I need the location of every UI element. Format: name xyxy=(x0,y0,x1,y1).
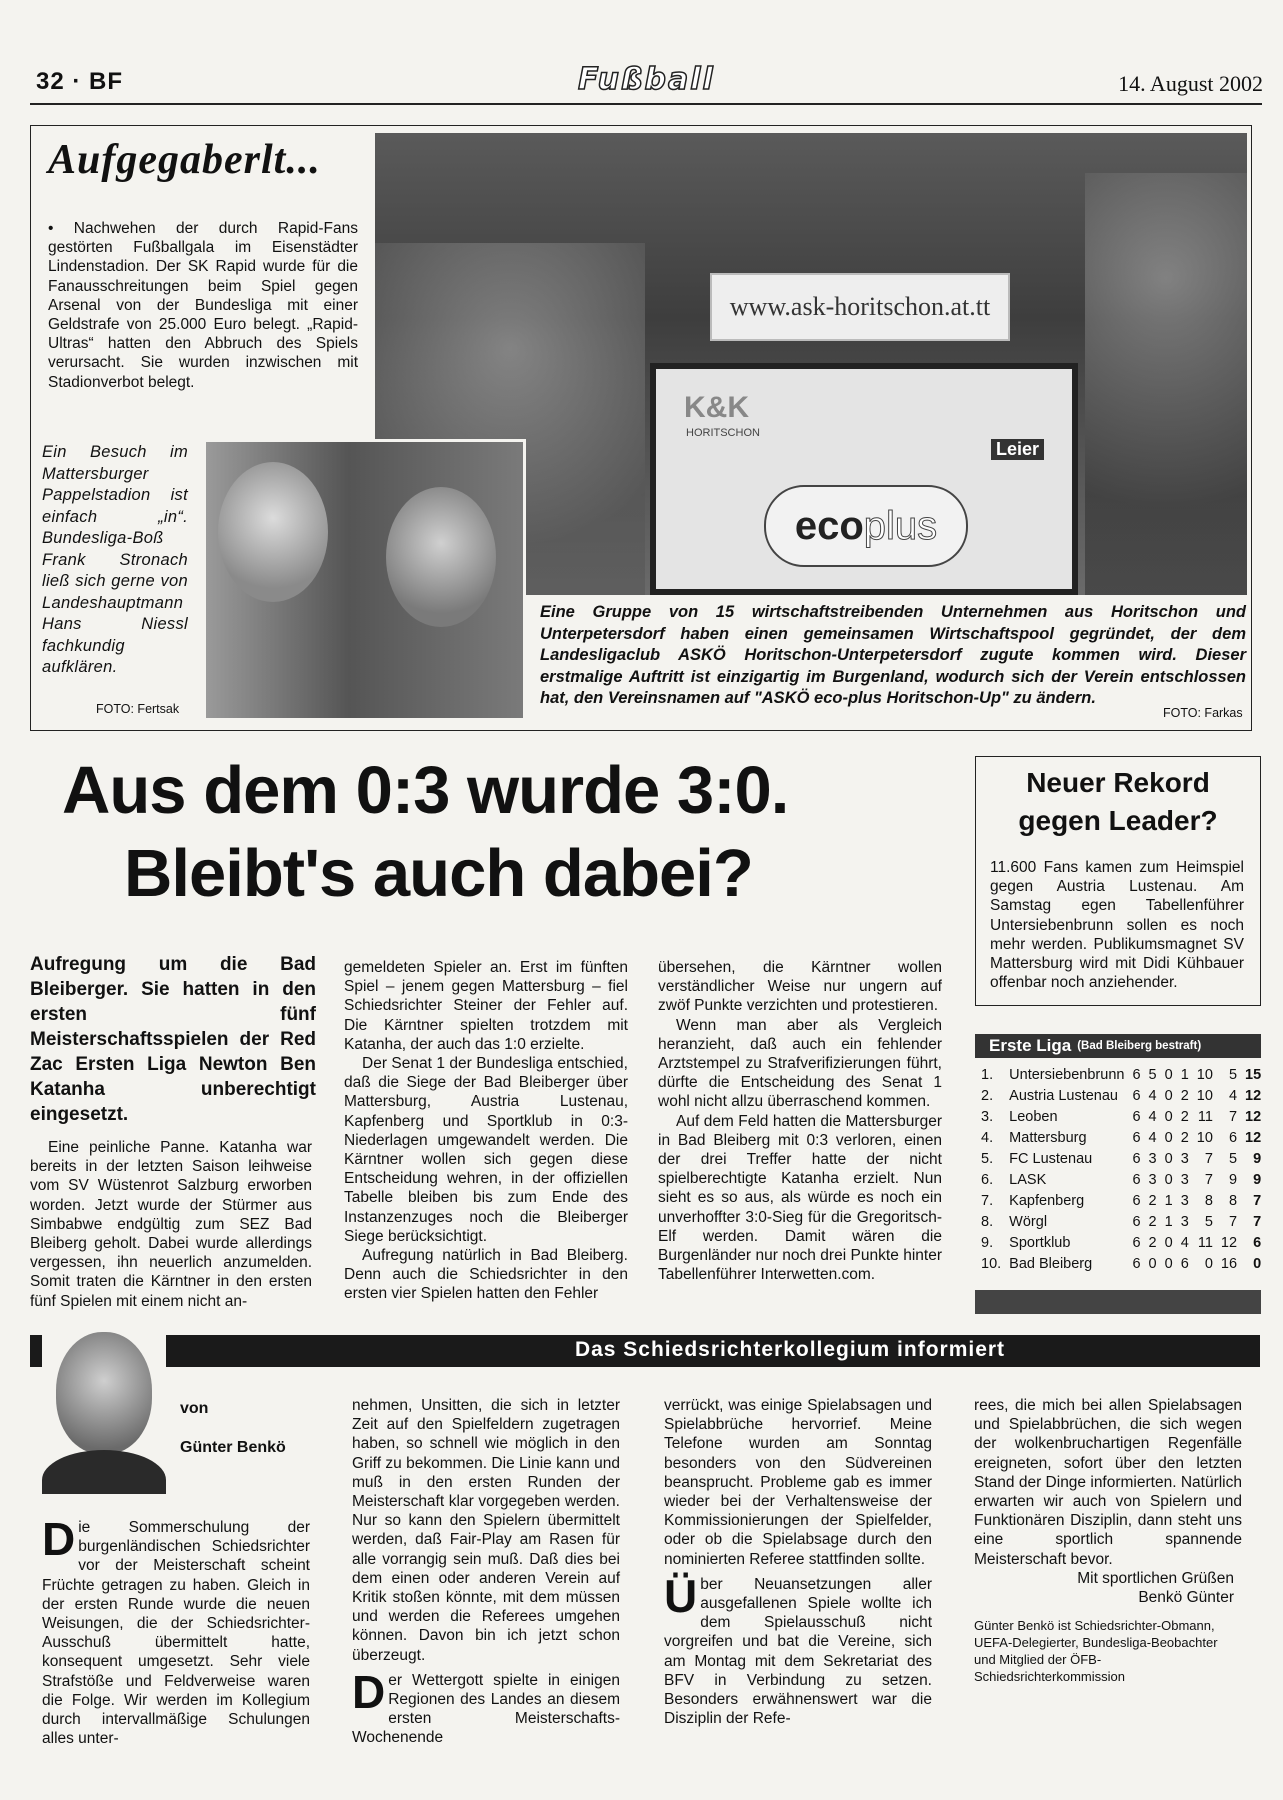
author-head xyxy=(56,1332,152,1454)
table-cell-u: 1 xyxy=(1164,1192,1173,1209)
table-cell-n: 2 xyxy=(1180,1108,1189,1125)
table-cell-gf: 10 xyxy=(1196,1129,1213,1146)
table-cell-n: 2 xyxy=(1180,1129,1189,1146)
article-col2-p3: Aufregung natürlich in Bad Bleiberg. Denn auch die Schiedsrichter in den ersten vier Spielen hatten den Fehler xyxy=(344,1247,628,1303)
table-cell-u: 0 xyxy=(1164,1234,1173,1251)
article-col1: Eine peinliche Panne. Katanha war bereits in der letzten Saison leihweise vom SV Wüstenrot Salzburg erworben worden. Jetzt wurde der Stürmer aus Simbabwe endgültig zum SEZ Bad Bleiberg geholt. Dabei wurde allerdings vergessen, ihn neuerlich anzumelden. Somit traten die Kärntner in den ersten fünf Spielen mit einem nicht an- xyxy=(30,1139,312,1310)
table-cell-n: 3 xyxy=(1180,1171,1189,1188)
plus-text: plus xyxy=(863,503,938,548)
dropcap-3: Ü xyxy=(664,1569,698,1622)
table-cell-u: 0 xyxy=(1164,1171,1173,1188)
referee-col3-p1: verrückt, was einige Spielabsagen und Spielabbrüche hervorrief. Meine Telefone wurden am Sonntag besonders von den Südvereinen beansprucht. Probleme gab es immer wieder bei der Verhaltensweise der Kommissionierungen der Spielfelder, oder ob die Spielabsage durch den nominierten Referee stattfinden sollte. xyxy=(664,1397,932,1568)
article-col2 xyxy=(344,958,628,1304)
table-cell-sp: 6 xyxy=(1132,1108,1141,1125)
table-cell-u: 0 xyxy=(1164,1108,1173,1125)
rekord-title-1: Neuer Rekord xyxy=(1026,767,1210,798)
table-footer-bar xyxy=(975,1290,1261,1314)
referee-col2-p1: nehmen, Unsitten, die sich in letzter Zeit auf den Spielfeldern zugetragen haben, so schnell wie möglich in den Griff zu bekommen. Die Linie kann und muß in den ersten Runden der Meisterschaft klar vorgegeben werden. Nur so kann den Spielern übermittelt werden, daß Fair-Play am Rasen für alle vorrangig sein muß. Daß dies bei dem einen oder anderen Verein auf Kritik stoßen könnte, mit dem müssen und werden die Referees umgehen können. Davon bin ich jetzt schon überzeugt. xyxy=(352,1397,620,1664)
article-col3 xyxy=(658,958,942,1284)
banner xyxy=(710,273,1010,341)
referee-greeting-2: Benkö Günter xyxy=(1138,1589,1234,1607)
table-cell-s: 0 xyxy=(1148,1255,1157,1272)
table-cell-team: Bad Bleiberg xyxy=(1009,1255,1093,1272)
table-cell-gf: 0 xyxy=(1204,1255,1213,1272)
section-title: Fußball xyxy=(578,62,715,97)
referee-bar-title: Das Schiedsrichterkollegium informiert xyxy=(574,1338,1006,1361)
table-cell-pts: 12 xyxy=(1245,1108,1262,1125)
author-name: Günter Benkö xyxy=(180,1439,286,1456)
sponsor-board xyxy=(650,363,1078,595)
foto-credit-farkas: FOTO: Farkas xyxy=(1163,706,1243,720)
referee-greeting-1: Mit sportlichen Grüßen xyxy=(1077,1569,1234,1587)
table-cell-sp: 6 xyxy=(1132,1066,1141,1083)
table-cell-pts: 15 xyxy=(1245,1066,1262,1083)
table-cell-gf: 11 xyxy=(1197,1234,1213,1251)
table-cell-team: Sportklub xyxy=(1009,1234,1071,1251)
referee-col2-p2-text: er Wettergott spielte in einigen Regionen des Landes an diesem ersten Meisterschafts-Wochenende xyxy=(352,1671,620,1747)
table-cell-n: 2 xyxy=(1180,1087,1189,1104)
table-cell-ga: 12 xyxy=(1220,1234,1238,1251)
table-cell-ga: 6 xyxy=(1228,1129,1238,1146)
referee-col3-p2 xyxy=(664,1569,932,1729)
author-von: von xyxy=(180,1400,209,1417)
referee-col3 xyxy=(664,1396,932,1728)
table-cell-team: Untersiebenbrunn xyxy=(1009,1066,1125,1083)
table-cell-ga: 5 xyxy=(1228,1150,1238,1167)
aufgegabelt-title: Aufgegaberlt... xyxy=(48,137,321,183)
article-lead: Aufregung um die Bad Bleiberger. Sie hatten in den ersten fünf Meisterschaftsspielen der Red Zac Ersten Liga Newton Ben Katanha unberechtigt eingesetzt. xyxy=(30,954,316,1125)
stronach-photo xyxy=(206,439,526,718)
visit-caption: Ein Besuch im Mattersburger Pappelstadion ist einfach „in“. Bundesliga-Boß Frank Stronach ließ sich gerne von Landeshauptmann Hans Niessl fachkundig aufklären. xyxy=(42,443,188,676)
table-cell-s: 3 xyxy=(1148,1150,1157,1167)
referee-col2 xyxy=(352,1396,620,1748)
article-col2-p2: Der Senat 1 der Bundesliga entschied, daß die Siege der Bad Bleiberger über Mattersburg, Austria Lustenau, Kapfenberg und Sportklub in 0:3-Niederlagen umgewandelt werden. Die Kärntner wollen sich gegen diese Entscheidung wehren, in der offiziellen Tabelle bleiben bis zum Ende des Instanzenzuges noch die Bleiberger Siege berücksichtigt. xyxy=(344,1055,628,1245)
table-cell-sp: 6 xyxy=(1132,1150,1141,1167)
table-cell-pts: 7 xyxy=(1253,1192,1262,1209)
table-cell-u: 0 xyxy=(1164,1255,1173,1272)
league-table xyxy=(977,1064,1263,1274)
table-cell-rank: 5. xyxy=(981,1150,994,1167)
table-cell-gf: 10 xyxy=(1196,1087,1213,1104)
table-cell-sp: 6 xyxy=(1132,1129,1141,1146)
table-cell-rank: 8. xyxy=(981,1213,994,1230)
author-shoulders xyxy=(42,1450,166,1494)
rekord-title-2: gegen Leader? xyxy=(1018,805,1218,836)
header-rule xyxy=(30,103,1262,105)
referee-col1 xyxy=(42,1513,310,1748)
article-col3-p3: Auf dem Feld hatten die Mattersburger in Bad Bleiberg mit 0:3 verloren, einen der drei Treffer hatte der nicht spielberechtigte Katanha erzielt. Nun sieht es so aus, als würde es noch ein unverhoffter 3:0-Sieg für die Gregoritsch-Elf werden. Damit wären die Burgenländer nur noch drei Punkte hinter Tabellenführer Interwetten.com. xyxy=(658,1112,942,1284)
author-photo xyxy=(42,1318,166,1494)
table-row xyxy=(977,1190,1265,1211)
article-col2-p1: gemeldeten Spieler an. Erst im fünften Spiel – jenem gegen Mattersburg – fiel Schiedsrichter Steiner der Fehler auf. Die Kärntner spielten trotzdem mit Katanha, der auch das 1:0 erzielte. xyxy=(344,959,628,1053)
table-cell-sp: 6 xyxy=(1132,1234,1141,1251)
table-cell-s: 4 xyxy=(1148,1108,1157,1125)
table-cell-ga: 5 xyxy=(1228,1066,1238,1083)
table-cell-gf: 10 xyxy=(1196,1066,1213,1083)
issue-date: 14. August 2002 xyxy=(1118,71,1263,96)
headline-line2: Bleibt's auch dabei? xyxy=(124,836,753,911)
table-cell-n: 6 xyxy=(1180,1255,1189,1272)
sponsor-kk: K&K xyxy=(684,391,749,424)
table-cell-sp: 6 xyxy=(1132,1255,1141,1272)
dropcap-1: D xyxy=(42,1513,76,1565)
referee-col3-p2-text: ber Neuansetzungen aller ausgefallenen Spiele wollte ich dem Spielausschuß nicht vorgreifen und bat die Vereine, sich am Montag mit dem Sekretariat des BFV in Verbindung zu setzen. Besonders erwähnenswert war die Disziplin der Refe- xyxy=(664,1575,932,1728)
page-number: 32 · BF xyxy=(36,68,124,95)
person-left xyxy=(218,462,328,602)
table-cell-u: 0 xyxy=(1164,1066,1173,1083)
table-cell-rank: 10. xyxy=(981,1255,1002,1272)
table-cell-pts: 12 xyxy=(1245,1087,1262,1104)
table-cell-team: Austria Lustenau xyxy=(1009,1087,1118,1104)
table-cell-s: 3 xyxy=(1148,1171,1157,1188)
table-cell-gf: 8 xyxy=(1204,1192,1213,1209)
table-cell-u: 0 xyxy=(1164,1150,1173,1167)
group-caption: Eine Gruppe von 15 wirtschaftstreibenden Unternehmen aus Horitschon und Unterpetersdorf haben einen gemeinsamen Wirtschaftspool gegründet, der dem Landesligaclub ASKÖ Horitschon-Unterpetersdorf zugute kommen wird. Dieser erstmalige Auftritt ist einzigartig im Burgenland, wodurch sich der Verein entschlossen hat, den Vereinsnamen auf "ASKÖ eco-plus Horitschon-Up" zu ändern. xyxy=(540,603,1246,707)
headline-line1: Aus dem 0:3 wurde 3:0. xyxy=(62,753,789,828)
table-cell-pts: 0 xyxy=(1253,1255,1262,1272)
sponsor-kk-sub: HORITSCHON xyxy=(686,427,760,439)
table-cell-rank: 3. xyxy=(981,1108,994,1125)
table-cell-ga: 9 xyxy=(1228,1171,1238,1188)
banner-url: www.ask-horitschon.at.tt xyxy=(729,292,991,321)
table-cell-u: 1 xyxy=(1164,1213,1173,1230)
table-cell-team: Leoben xyxy=(1009,1108,1058,1125)
table-cell-s: 2 xyxy=(1148,1192,1157,1209)
table-cell-rank: 4. xyxy=(981,1129,994,1146)
dropcap-2: D xyxy=(352,1665,386,1718)
table-cell-team: Kapfenberg xyxy=(1009,1192,1085,1209)
table-cell-ga: 8 xyxy=(1228,1192,1238,1209)
eco-text: eco xyxy=(794,503,864,548)
table-cell-rank: 9. xyxy=(981,1234,994,1251)
table-cell-u: 0 xyxy=(1164,1129,1173,1146)
table-cell-rank: 7. xyxy=(981,1192,994,1209)
referee-col2-p2 xyxy=(352,1665,620,1748)
table-cell-rank: 6. xyxy=(981,1171,994,1188)
table-cell-gf: 7 xyxy=(1204,1171,1213,1188)
referee-bio: Günter Benkö ist Schiedsrichter-Obmann, UEFA-Delegierter, Bundesliga-Beobachter und Mitglied der ÖFB-Schiedsrichterkommission xyxy=(974,1618,1218,1685)
table-cell-team: LASK xyxy=(1009,1171,1047,1188)
foto-credit-fertsak: FOTO: Fertsak xyxy=(96,702,180,716)
table-title: Erste Liga xyxy=(989,1036,1072,1055)
table-cell-s: 2 xyxy=(1148,1234,1157,1251)
table-row xyxy=(977,1127,1265,1148)
referee-col1-text: ie Sommerschulung der burgenländischen Schiedsrichter vor der Meisterschaft scheint Früchte getragen zu haben. Gleich in der ersten Runde wurde die neuen Weisungen, die der Schiedsrichter-Ausschuß übermittelt hatte, konsequent umgesetzt. Sehr viele Strafstöße und Feldverweise waren die Folge. Wir werden im Kollegium durch intervallmäßige Schulungen alles unter- xyxy=(42,1519,310,1748)
table-cell-u: 0 xyxy=(1164,1087,1173,1104)
aufgegabelt-item: • Nachwehen der durch Rapid-Fans gestörten Fußballgala im Eisenstädter Lindenstadion. Der SK Rapid wurde für die Fanausschreitungen beim Spiel gegen Arsenal von der Bundesliga mit einer Geldstrafe von 25.000 Euro belegt. „Rapid-Ultras“ hatten den Abbruch des Spiels verursacht. Sie wurden inzwischen mit Stadionverbot belegt. xyxy=(48,220,358,391)
table-cell-team: FC Lustenau xyxy=(1009,1150,1093,1167)
table-cell-rank: 1. xyxy=(981,1066,994,1083)
person-right xyxy=(386,487,496,627)
table-row xyxy=(977,1253,1265,1274)
table-cell-ga: 4 xyxy=(1228,1087,1238,1104)
table-cell-s: 4 xyxy=(1148,1129,1157,1146)
rekord-text: 11.600 Fans kamen zum Heimspiel gegen Austria Lustenau. Am Samstag egen Tabellenführer Untersiebenbrunn sollen es noch mehr werden. Publikumsmagnet SV Mattersburg wird mit Didi Kühbauer offenbar noch anziehender. xyxy=(990,859,1244,992)
table-cell-sp: 6 xyxy=(1132,1087,1141,1104)
table-cell-n: 3 xyxy=(1180,1213,1189,1230)
table-cell-s: 5 xyxy=(1148,1066,1157,1083)
table-cell-team: Mattersburg xyxy=(1009,1129,1087,1146)
table-cell-n: 3 xyxy=(1180,1150,1189,1167)
referee-col4 xyxy=(974,1396,1242,1685)
table-cell-pts: 9 xyxy=(1253,1150,1262,1167)
table-subtitle: (Bad Bleiberg bestraft) xyxy=(1077,1040,1202,1052)
table-cell-pts: 9 xyxy=(1253,1171,1262,1188)
referee-col4-p1: rees, die mich bei allen Spielabsagen und Spielabbrüchen, die sich wegen der wolkenbruchartigen Regenfälle ereigneten, sofort über den letzten Stand der Dinge informierten. Natürlich erwarten wir auch von Spielern und Funktionären Disziplin, dann steht uns eine sportlich spannende Meisterschaft bevor. xyxy=(974,1397,1242,1568)
table-row xyxy=(977,1232,1265,1253)
table-cell-gf: 11 xyxy=(1197,1108,1213,1125)
table-cell-ga: 7 xyxy=(1228,1213,1238,1230)
table-cell-n: 3 xyxy=(1180,1192,1189,1209)
table-cell-ga: 16 xyxy=(1220,1255,1238,1272)
table-row xyxy=(977,1085,1265,1106)
table-row xyxy=(977,1211,1265,1232)
table-cell-sp: 6 xyxy=(1132,1213,1141,1230)
table-cell-sp: 6 xyxy=(1132,1192,1141,1209)
table-cell-pts: 12 xyxy=(1245,1129,1262,1146)
table-cell-team: Wörgl xyxy=(1009,1213,1048,1230)
table-row xyxy=(977,1064,1265,1085)
article-col3-p2: Wenn man aber als Vergleich heranzieht, daß auch ein fehlender Arztstempel zu Strafverifizierungen führt, dürfte die Entscheidung des Senat 1 wohl nicht allzu überraschend kommen. xyxy=(658,1016,942,1111)
table-cell-gf: 7 xyxy=(1204,1150,1213,1167)
table-cell-n: 1 xyxy=(1180,1066,1189,1083)
table-cell-sp: 6 xyxy=(1132,1171,1141,1188)
table-cell-pts: 7 xyxy=(1253,1213,1262,1230)
sponsor-lotz: Leier xyxy=(991,439,1044,460)
group-photo-people-right xyxy=(1085,173,1247,595)
eco-plus-logo xyxy=(764,485,968,567)
table-cell-ga: 7 xyxy=(1228,1108,1238,1125)
table-cell-s: 4 xyxy=(1148,1087,1157,1104)
table-cell-rank: 2. xyxy=(981,1087,994,1104)
table-cell-gf: 5 xyxy=(1204,1213,1213,1230)
table-row xyxy=(977,1169,1265,1190)
table-cell-n: 4 xyxy=(1180,1234,1189,1251)
table-row xyxy=(977,1106,1265,1127)
table-cell-s: 2 xyxy=(1148,1213,1157,1230)
table-header xyxy=(975,1034,1261,1058)
table-cell-pts: 6 xyxy=(1253,1234,1262,1251)
article-col3-p1: übersehen, die Kärntner wollen verständlicher Weise nur ungern auf zwöf Punkte verzichten und protestieren. xyxy=(658,959,942,1015)
table-row xyxy=(977,1148,1265,1169)
